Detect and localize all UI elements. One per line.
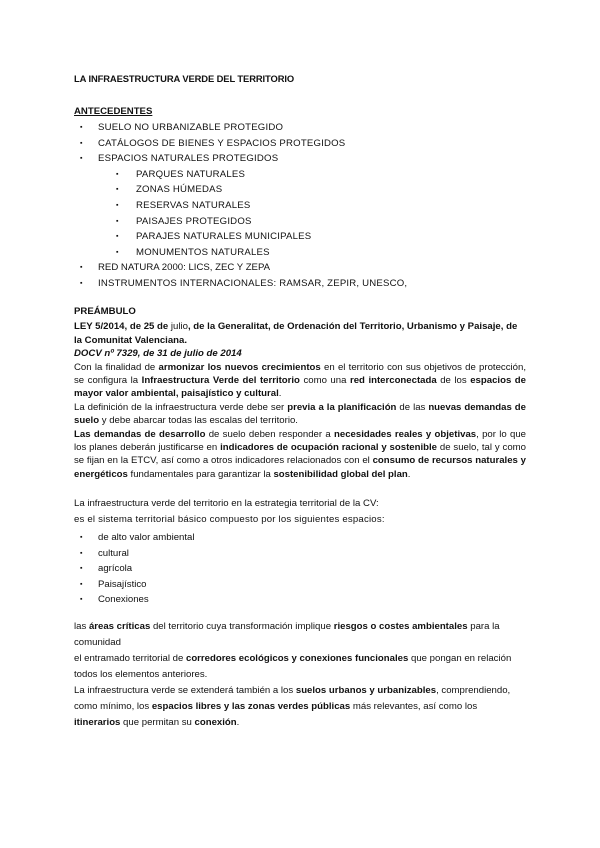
bullet-icon: ▪ xyxy=(116,170,119,178)
antecedentes-list xyxy=(74,120,526,292)
sub-list-item: ▪ PARQUES NATURALES xyxy=(74,167,526,183)
sub-list-item: ▪ RESERVAS NATURALES xyxy=(74,198,526,214)
preambulo-heading: PREÁMBULO xyxy=(74,306,136,317)
preambulo-paragraph-2: La definición de la infraestructura verde debe ser previa a la planificación de las nuevas demandas de suelo y debe abarcar todas las escalas del territorio. xyxy=(74,401,526,427)
list-item: ▪ agrícola xyxy=(74,561,526,577)
bullet-icon: ▪ xyxy=(80,549,83,557)
sub-list-item: ▪ PAISAJES PROTEGIDOS xyxy=(74,214,526,230)
list-item: ▪ RED NATURA 2000: LICS, ZEC Y ZEPA xyxy=(74,260,526,276)
bullet-icon: ▪ xyxy=(116,233,119,241)
bullet-icon: ▪ xyxy=(80,580,83,588)
sub-list-item: ▪ ZONAS HÚMEDAS xyxy=(74,182,526,198)
list-item: ▪ CATÁLOGOS DE BIENES Y ESPACIOS PROTEGIDOS xyxy=(74,136,526,152)
preambulo-paragraph-1: Con la finalidad de armonizar los nuevos crecimientos en el territorio con sus objetivos de protección, se configura la Infraestructura Verde del territorio como una red interconectada de los espacios de mayor valor ambiental, paisajístico y cultural. xyxy=(74,361,527,400)
bullet-icon: ▪ xyxy=(80,124,83,131)
sub-list-item: ▪ MONUMENTOS NATURALES xyxy=(74,245,526,261)
list-item: ▪ SUELO NO URBANIZABLE PROTEGIDO xyxy=(74,120,526,136)
list-item: ▪ Paisajístico xyxy=(74,577,526,593)
final-paragraph-1: las áreas críticas del territorio cuya transformación implique riesgos o costes ambientales para la comunidad xyxy=(74,621,500,648)
antecedentes-section xyxy=(74,104,526,292)
final-section xyxy=(74,619,526,731)
final-paragraph-2: el entramado territorial de corredores ecológicos y conexiones funcionales que pongan en relación todos los elementos anteriores. xyxy=(74,653,512,680)
preambulo-paragraph-3: Las demandas de desarrollo de suelo deben responder a necesidades reales y objetivas, por lo que los planes deberán justificarse en indicadores de ocupación racional y sostenible de suelo, tal y como se fijan en la ETCV, así como a otros indicadores relacionados con el consumo de recursos naturales y energéticos fundamentales para garantizar la sostenibilidad global del plan. xyxy=(74,428,527,480)
list-item: ▪ de alto valor ambiental xyxy=(74,530,526,546)
estrategia-intro-1: La infraestructura verde del territorio en la estrategia territorial de la CV: xyxy=(74,498,379,509)
final-paragraph-3: La infraestructura verde se extenderá también a los suelos urbanos y urbanizables, comprendiendo, como mínimo, los espacios libres y las zonas verdes públicas más relevantes, así como los itinerarios que permitan su conexión. xyxy=(74,685,511,728)
bullet-icon: ▪ xyxy=(80,264,83,272)
bullet-icon: ▪ xyxy=(116,186,119,194)
bullet-icon: ▪ xyxy=(80,534,83,541)
preambulo-section xyxy=(74,305,526,481)
document-title: LA INFRAESTRUCTURA VERDE DEL TERRITORIO xyxy=(74,73,295,84)
bullet-icon: ▪ xyxy=(116,217,119,225)
list-item: ▪ Conexiones xyxy=(74,592,526,608)
estrategia-intro-2: es el sistema territorial básico compuesto por los siguientes espacios: xyxy=(74,514,385,525)
antecedentes-heading: ANTECEDENTES xyxy=(74,106,153,117)
estrategia-list xyxy=(74,530,526,608)
bullet-icon: ▪ xyxy=(116,201,119,209)
law-reference: LEY 5/2014, de 25 de julio, de la Generalitat, de Ordenación del Territorio, Urbanismo y Paisaje, de la Comunitat Valenciana. xyxy=(74,321,518,346)
bullet-icon: ▪ xyxy=(116,248,119,256)
bullet-icon: ▪ xyxy=(80,139,83,147)
docv-reference: DOCV nº 7329, de 31 de julio de 2014 xyxy=(74,348,242,360)
list-item: ▪ ESPACIOS NATURALES PROTEGIDOS xyxy=(74,151,526,167)
list-item: ▪ cultural xyxy=(74,546,526,562)
bullet-icon: ▪ xyxy=(80,155,83,163)
sub-list-item: ▪ PARAJES NATURALES MUNICIPALES xyxy=(74,229,526,245)
bullet-icon: ▪ xyxy=(80,279,83,287)
estrategia-section xyxy=(74,496,526,608)
bullet-icon: ▪ xyxy=(80,565,83,573)
list-item: ▪ INSTRUMENTOS INTERNACIONALES: RAMSAR, ZEPIR, UNESCO, xyxy=(74,276,526,292)
bullet-icon: ▪ xyxy=(80,596,83,604)
